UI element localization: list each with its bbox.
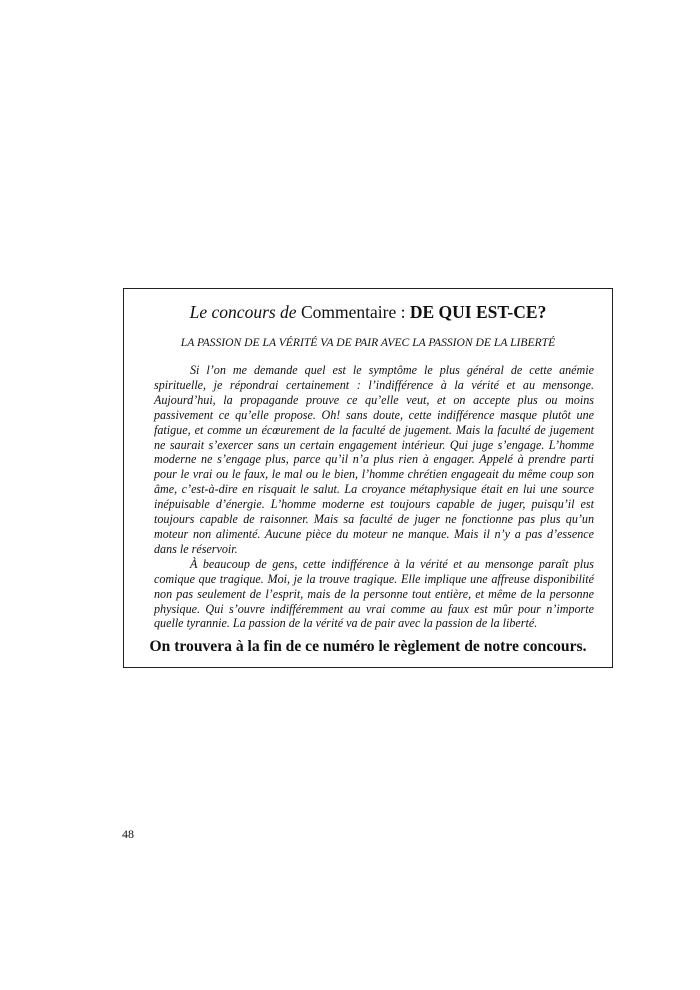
quote-title: LA PASSION DE LA VÉRITÉ VA DE PAIR AVEC LA PASSION DE LA LIBERTÉ <box>180 336 556 349</box>
quote-body <box>138 363 598 631</box>
quote-paragraph: Si l’on me demande quel est le symptôme le plus général de cette anémie spirituelle, je répondrai certainement : l’indifférence à la vérité et au mensonge. Aujourd’hui, la propagande prouve ce qu’elle veut, et on accepte plus ou moins passivement ce qu’elle propose. Oh! sans doute, cette indifférence masque plutôt une fatigue, et comme un écœurement de la faculté de jugement. Mais la faculté de jugement ne saurait s’exercer sans un certain engagement intérieur. Qui juge s’engage. L’homme moderne ne s’engage plus, parce qu’il n’a plus rien à engager. Appelé à prendre parti pour le vrai ou le faux, le mal ou le bien, l’homme chrétien engageait du même coup son âme, c’est-à-dire en risquait le salut. La croyance métaphysique était en lui une source inépuisable d’énergie. L’homme moderne est toujours capable de juger, puisqu’il est toujours capable de raisonner. Mais sa faculté de juger ne fonctionne pas plus qu’un moteur non alimenté. Aucune pièce du moteur ne manque. Mais il n’y a pas d’essence dans le réservoir. <box>154 363 594 556</box>
heading-journal-name: Commentaire : <box>300 302 406 322</box>
contest-rules-notice: On trouvera à la fin de ce numéro le règlement de notre concours. <box>149 638 587 655</box>
contest-heading <box>138 301 598 323</box>
quote-paragraph: À beaucoup de gens, cette indifférence à la vérité et au mensonge paraît plus comique que tragique. Moi, je la trouve tragique. Elle implique une affreuse disponibilité non pas seulement de l’esprit, mais de la personne tout entière, et même de la personne physique. Qui s’ouvre indifféremment au vrai comme au faux est mûr pour n’importe quelle tyrannie. La passion de la vérité va de pair avec la passion de la liberté. <box>154 556 594 631</box>
heading-prefix: Le concours de <box>189 302 297 322</box>
heading-question: DE QUI EST-CE? <box>409 302 547 322</box>
page-number: 48 <box>122 827 134 841</box>
contest-box <box>123 288 613 668</box>
